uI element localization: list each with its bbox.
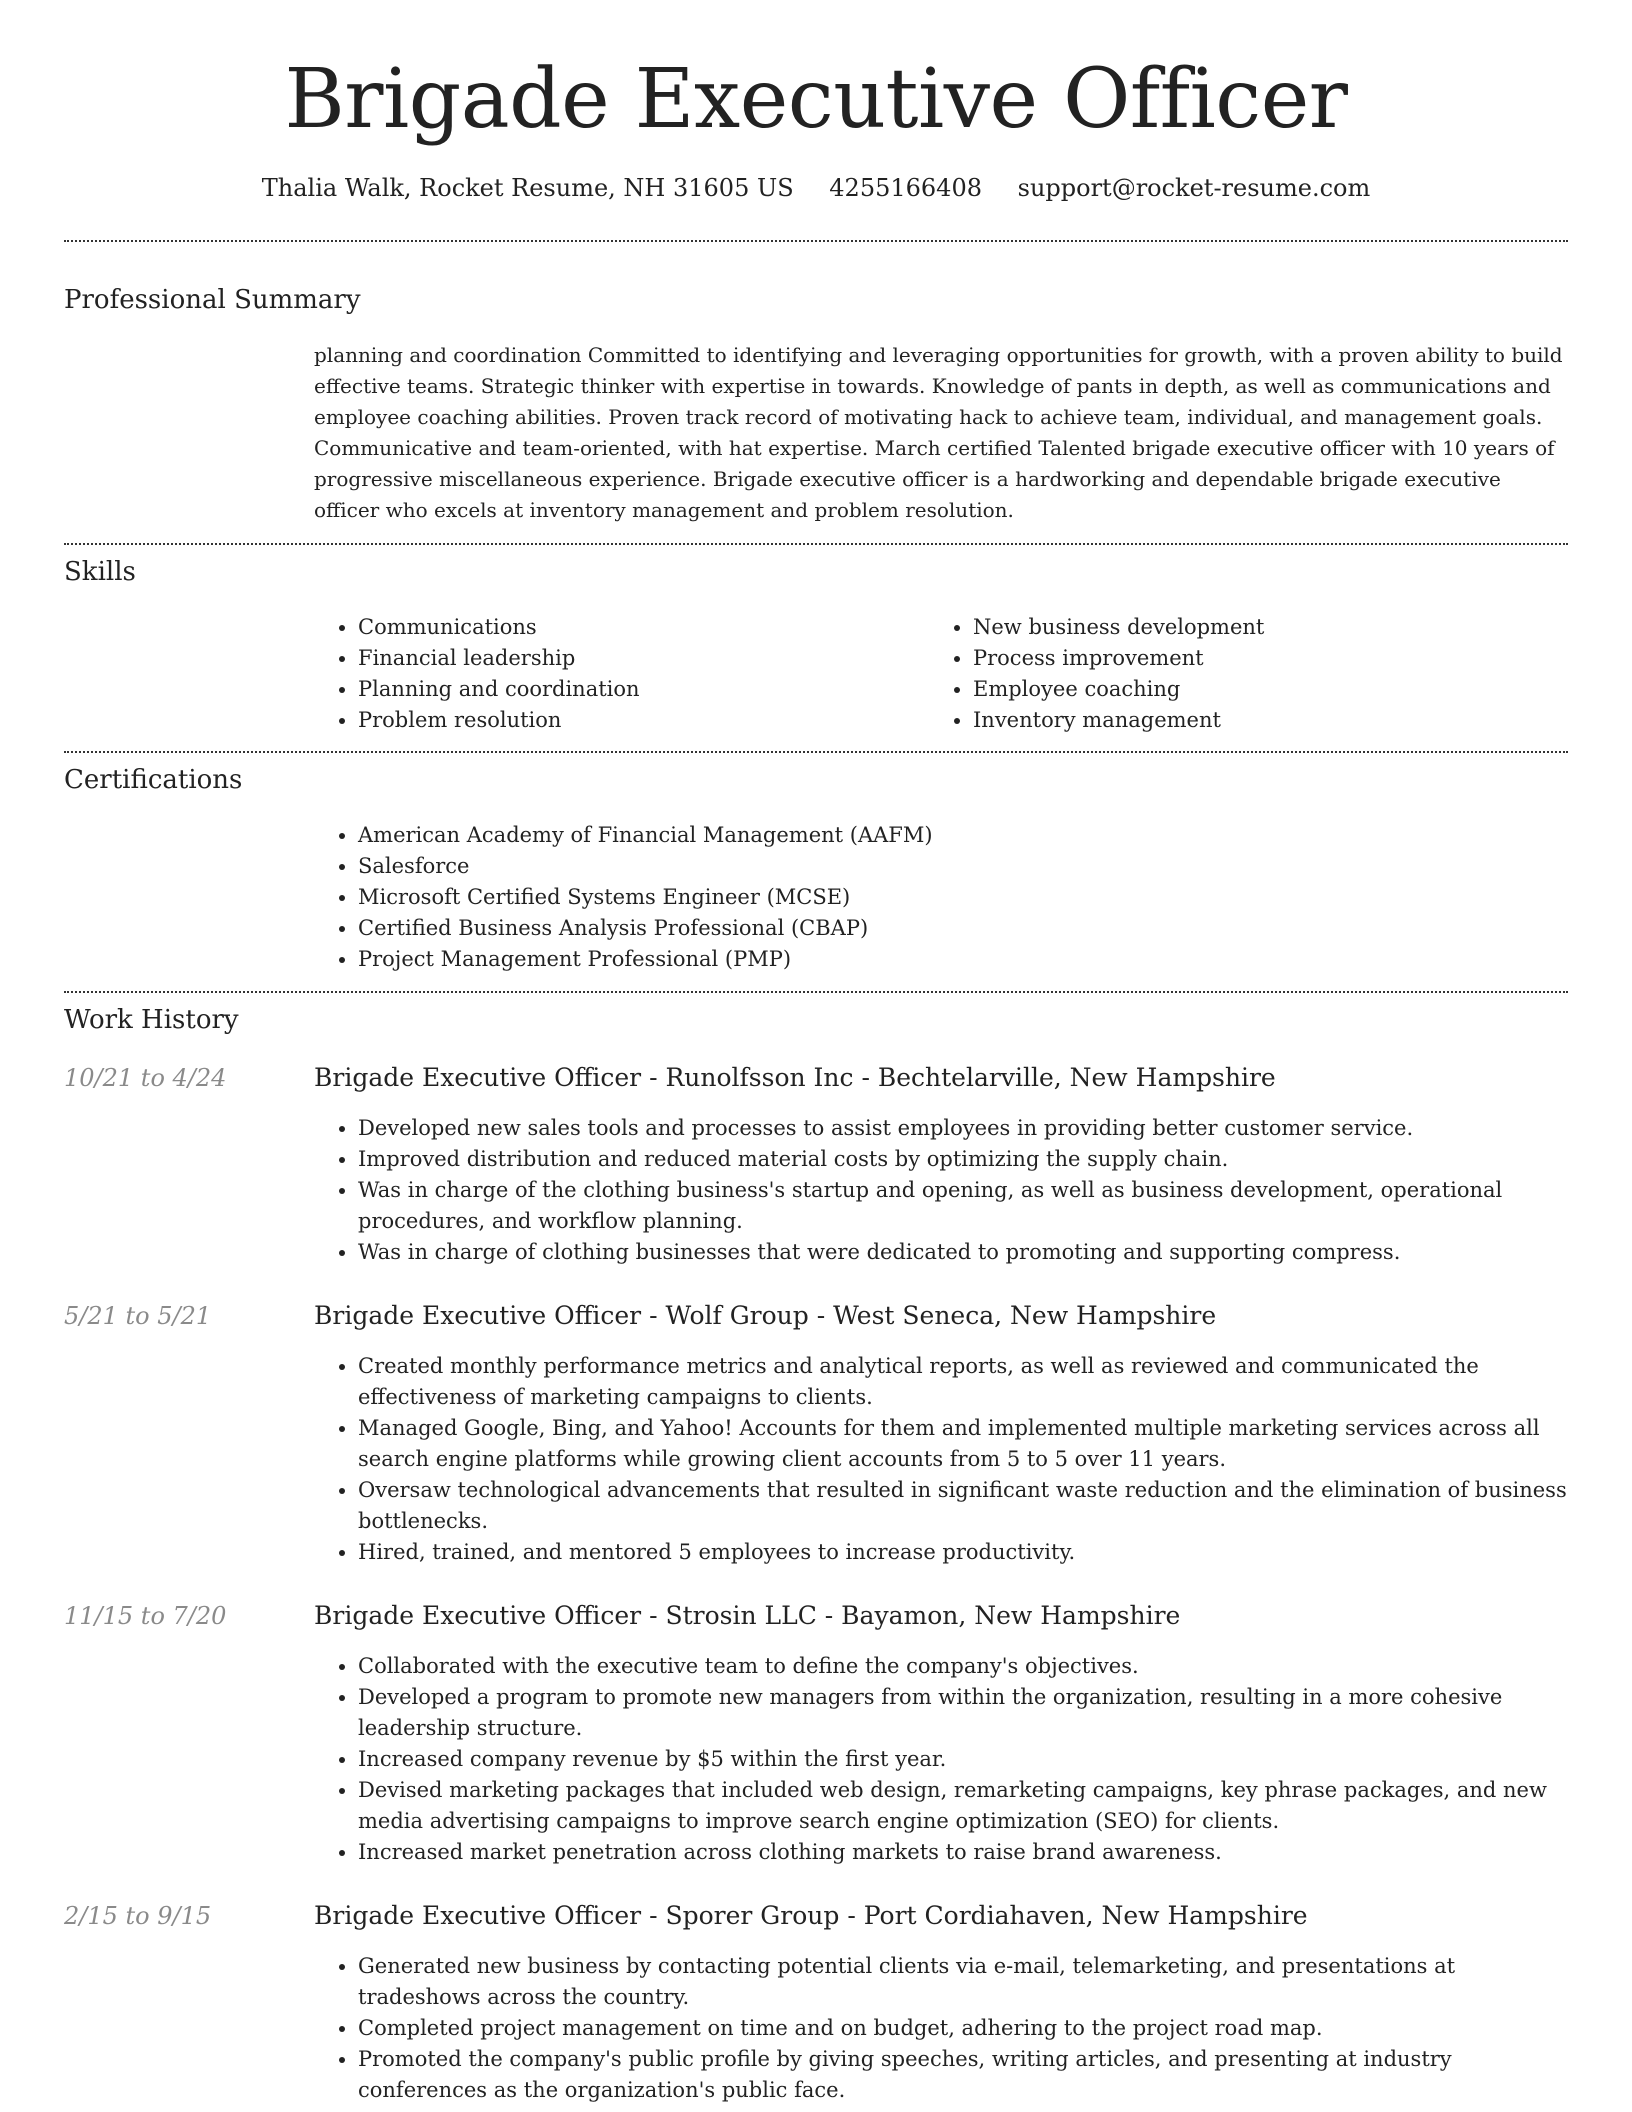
job-dates: 5/21 to 5/21 [64, 1302, 212, 1330]
job-bullet: • Increased company revenue by $5 within the first year. [358, 1744, 1568, 1775]
job-bullet: • Was in charge of the clothing business's startup and opening, as well as business development, operational procedures, and workflow planning. [358, 1175, 1568, 1237]
job-bullet: • Collaborated with the executive team to define the company's objectives. [358, 1651, 1568, 1682]
job-bullet: • Increased market penetration across clothing markets to raise brand awareness. [358, 1837, 1568, 1868]
job-bullet: • Devised marketing packages that included web design, remarketing campaigns, key phrase packages, and new media advertising campaigns to improve search engine optimization (SEO) for clients. [358, 1775, 1568, 1837]
resume-name-heading: Brigade Executive Officer [284, 52, 1348, 147]
job-dates: 2/15 to 9/15 [64, 1902, 212, 1930]
certification-item: • Certified Business Analysis Professional (CBAP) [358, 913, 1612, 944]
summary-text: planning and coordination Committed to identifying and leveraging opportunities for growth, with a proven ability to build effective teams. Strategic thinker with expertise in towards. Knowledge of pants in depth, as well as communications and employee coaching abilities. Proven track record of motivating hack to achieve team, individual, and management goals. Communicative and team-oriented, with hat expertise. March certified Talented brigade executive officer with 10 years of progressive miscellaneous experience. Brigade executive officer is a hardworking and dependable brigade executive officer who excels at inventory management and problem resolution. [314, 343, 1563, 522]
work-history-heading: Work History [64, 1005, 239, 1035]
job-bullet: • Promoted the company's public profile by giving speeches, writing articles, and presenting at industry conferences as the organization's public face. [358, 2044, 1568, 2106]
skills-list-right [929, 612, 1593, 736]
summary-heading: Professional Summary [64, 285, 361, 315]
contact-address: Thalia Walk, Rocket Resume, NH 31605 US [261, 174, 794, 202]
skill-item: • Employee coaching [973, 674, 1593, 705]
skill-item: • Communications [358, 612, 938, 643]
job-bullet: • Completed project management on time and on budget, adhering to the project road map. [358, 2013, 1568, 2044]
section-divider [64, 991, 1568, 993]
job-bullets [314, 1951, 1568, 2106]
section-divider [64, 543, 1568, 545]
skill-item: • Financial leadership [358, 643, 938, 674]
contact-line [0, 170, 1632, 206]
job-bullet: • Developed new sales tools and processes to assist employees in providing better customer service. [358, 1113, 1568, 1144]
job-bullet: • Hired, trained, and mentored 5 employees to increase productivity. [358, 1537, 1568, 1568]
job-bullet: • Generated new business by contacting potential clients via e-mail, telemarketing, and presentations at tradeshows across the country. [358, 1951, 1568, 2013]
job-bullet: • Improved distribution and reduced material costs by optimizing the supply chain. [358, 1144, 1568, 1175]
job-title: Brigade Executive Officer - Runolfsson Inc - Bechtelarville, New Hampshire [314, 1063, 1276, 1092]
job-bullet: • Was in charge of clothing businesses that were dedicated to promoting and supporting compress. [358, 1237, 1568, 1268]
certifications-list [314, 820, 1612, 975]
skills-list-left [314, 612, 938, 736]
contact-email: support@rocket-resume.com [1017, 174, 1371, 202]
section-divider [64, 240, 1568, 242]
certification-item: • Project Management Professional (PMP) [358, 944, 1612, 975]
skill-item: • New business development [973, 612, 1593, 643]
skill-item: • Process improvement [973, 643, 1593, 674]
job-bullet: • Developed a program to promote new managers from within the organization, resulting in a more cohesive leadership structure. [358, 1682, 1568, 1744]
certification-item: • Microsoft Certified Systems Engineer (MCSE) [358, 882, 1612, 913]
certifications-heading: Certifications [64, 765, 243, 795]
job-bullets [314, 1113, 1568, 1268]
job-bullet: • Oversaw technological advancements that resulted in significant waste reduction and the elimination of business bottlenecks. [358, 1475, 1568, 1537]
contact-phone: 4255166408 [829, 174, 982, 202]
skill-item: • Problem resolution [358, 705, 938, 736]
skill-item: • Planning and coordination [358, 674, 938, 705]
job-title: Brigade Executive Officer - Wolf Group - West Seneca, New Hampshire [314, 1301, 1217, 1330]
job-title: Brigade Executive Officer - Strosin LLC - Bayamon, New Hampshire [314, 1601, 1181, 1630]
skills-heading: Skills [64, 557, 136, 587]
job-bullet: • Managed Google, Bing, and Yahoo! Accounts for them and implemented multiple marketing services across all search engine platforms while growing client accounts from 5 to 5 over 11 years. [358, 1413, 1568, 1475]
job-dates: 11/15 to 7/20 [64, 1602, 227, 1630]
job-bullet: • Created monthly performance metrics and analytical reports, as well as reviewed and communicated the effectiveness of marketing campaigns to clients. [358, 1351, 1568, 1413]
job-title: Brigade Executive Officer - Sporer Group - Port Cordiahaven, New Hampshire [314, 1901, 1308, 1930]
job-bullets [314, 1351, 1568, 1568]
job-bullets [314, 1651, 1568, 1868]
certification-item: • Salesforce [358, 851, 1612, 882]
certification-item: • American Academy of Financial Management (AAFM) [358, 820, 1612, 851]
job-dates: 10/21 to 4/24 [64, 1064, 227, 1092]
section-divider [64, 751, 1568, 753]
skill-item: • Inventory management [973, 705, 1593, 736]
